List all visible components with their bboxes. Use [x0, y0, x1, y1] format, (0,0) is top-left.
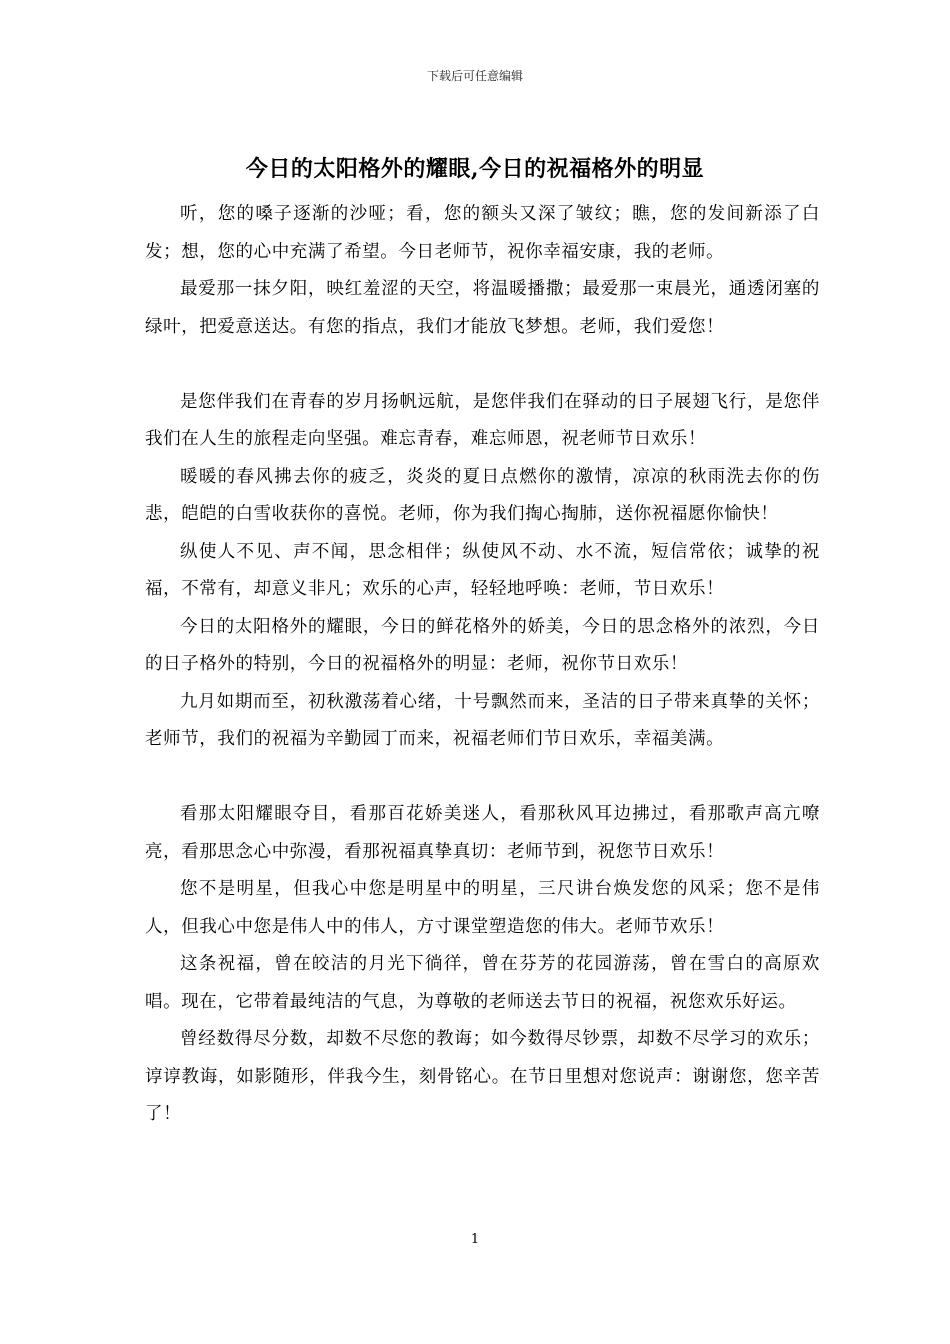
paragraph: 是您伴我们在青春的岁月扬帆远航，是您伴我们在驿动的日子展翅飞行，是您伴我们在人生的旅程走向坚强。难忘青春，难忘师恩，祝老师节日欢乐！ — [145, 391, 820, 449]
paragraph: 纵使人不见、声不闻，思念相伴；纵使风不动、水不流，短信常依；诚挚的祝福，不常有，却意义非凡；欢乐的心声，轻轻地呼唤：老师，节日欢乐！ — [145, 541, 820, 599]
paragraph: 看那太阳耀眼夺目，看那百花娇美迷人，看那秋风耳边拂过，看那歌声高亢嘹亮，看那思念心中弥漫，看那祝福真挚真切：老师节到，祝您节日欢乐！ — [145, 804, 820, 862]
page-number: 1 — [470, 1232, 480, 1247]
paragraph: 今日的太阳格外的耀眼，今日的鲜花格外的娇美，今日的思念格外的浓烈，今日的日子格外的特别，今日的祝福格外的明显：老师，祝你节日欢乐！ — [145, 616, 820, 674]
paragraph: 曾经数得尽分数，却数不尽您的教诲；如今数得尽钞票，却数不尽学习的欢乐；谆谆教诲，如影随形，伴我今生，刻骨铭心。在节日里想对您说声：谢谢您，您辛苦了！ — [145, 1029, 820, 1124]
paragraph-gap — [145, 346, 820, 384]
paragraph: 您不是明星，但我心中您是明星中的明星，三尺讲台焕发您的风采；您不是伟人，但我心中您是伟人中的伟人，方寸课堂塑造您的伟大。老师节欢乐！ — [145, 879, 820, 937]
document-body — [145, 196, 820, 1134]
paragraph: 九月如期而至，初秋激荡着心绪，十号飘然而来，圣洁的日子带来真挚的关怀；老师节，我们的祝福为辛勤园丁而来，祝福老师们节日欢乐，幸福美满。 — [145, 691, 820, 749]
paragraph: 这条祝福，曾在皎洁的月光下徜徉，曾在芬芳的花园游荡，曾在雪白的高原欢唱。现在，它带着最纯洁的气息，为尊敬的老师送去节日的祝福，祝您欢乐好运。 — [145, 954, 820, 1012]
paragraph-gap — [145, 759, 820, 797]
document-title: 今日的太阳格外的耀眼,今日的祝福格外的明显 — [245, 156, 705, 182]
paragraph: 听，您的嗓子逐渐的沙哑；看，您的额头又深了皱纹；瞧，您的发间新添了白发；想，您的心中充满了希望。今日老师节，祝你幸福安康，我的老师。 — [145, 204, 820, 262]
header-note: 下载后可任意编辑 — [426, 69, 523, 83]
paragraph: 暖暖的春风拂去你的疲乏，炎炎的夏日点燃你的激情，凉凉的秋雨洗去你的伤悲，皑皑的白雪收获你的喜悦。老师，你为我们掏心掏肺，送你祝福愿你愉快！ — [145, 466, 820, 524]
paragraph: 最爱那一抹夕阳，映红羞涩的天空，将温暖播撒；最爱那一束晨光，通透闭塞的绿叶，把爱意送达。有您的指点，我们才能放飞梦想。老师，我们爱您！ — [145, 279, 820, 337]
